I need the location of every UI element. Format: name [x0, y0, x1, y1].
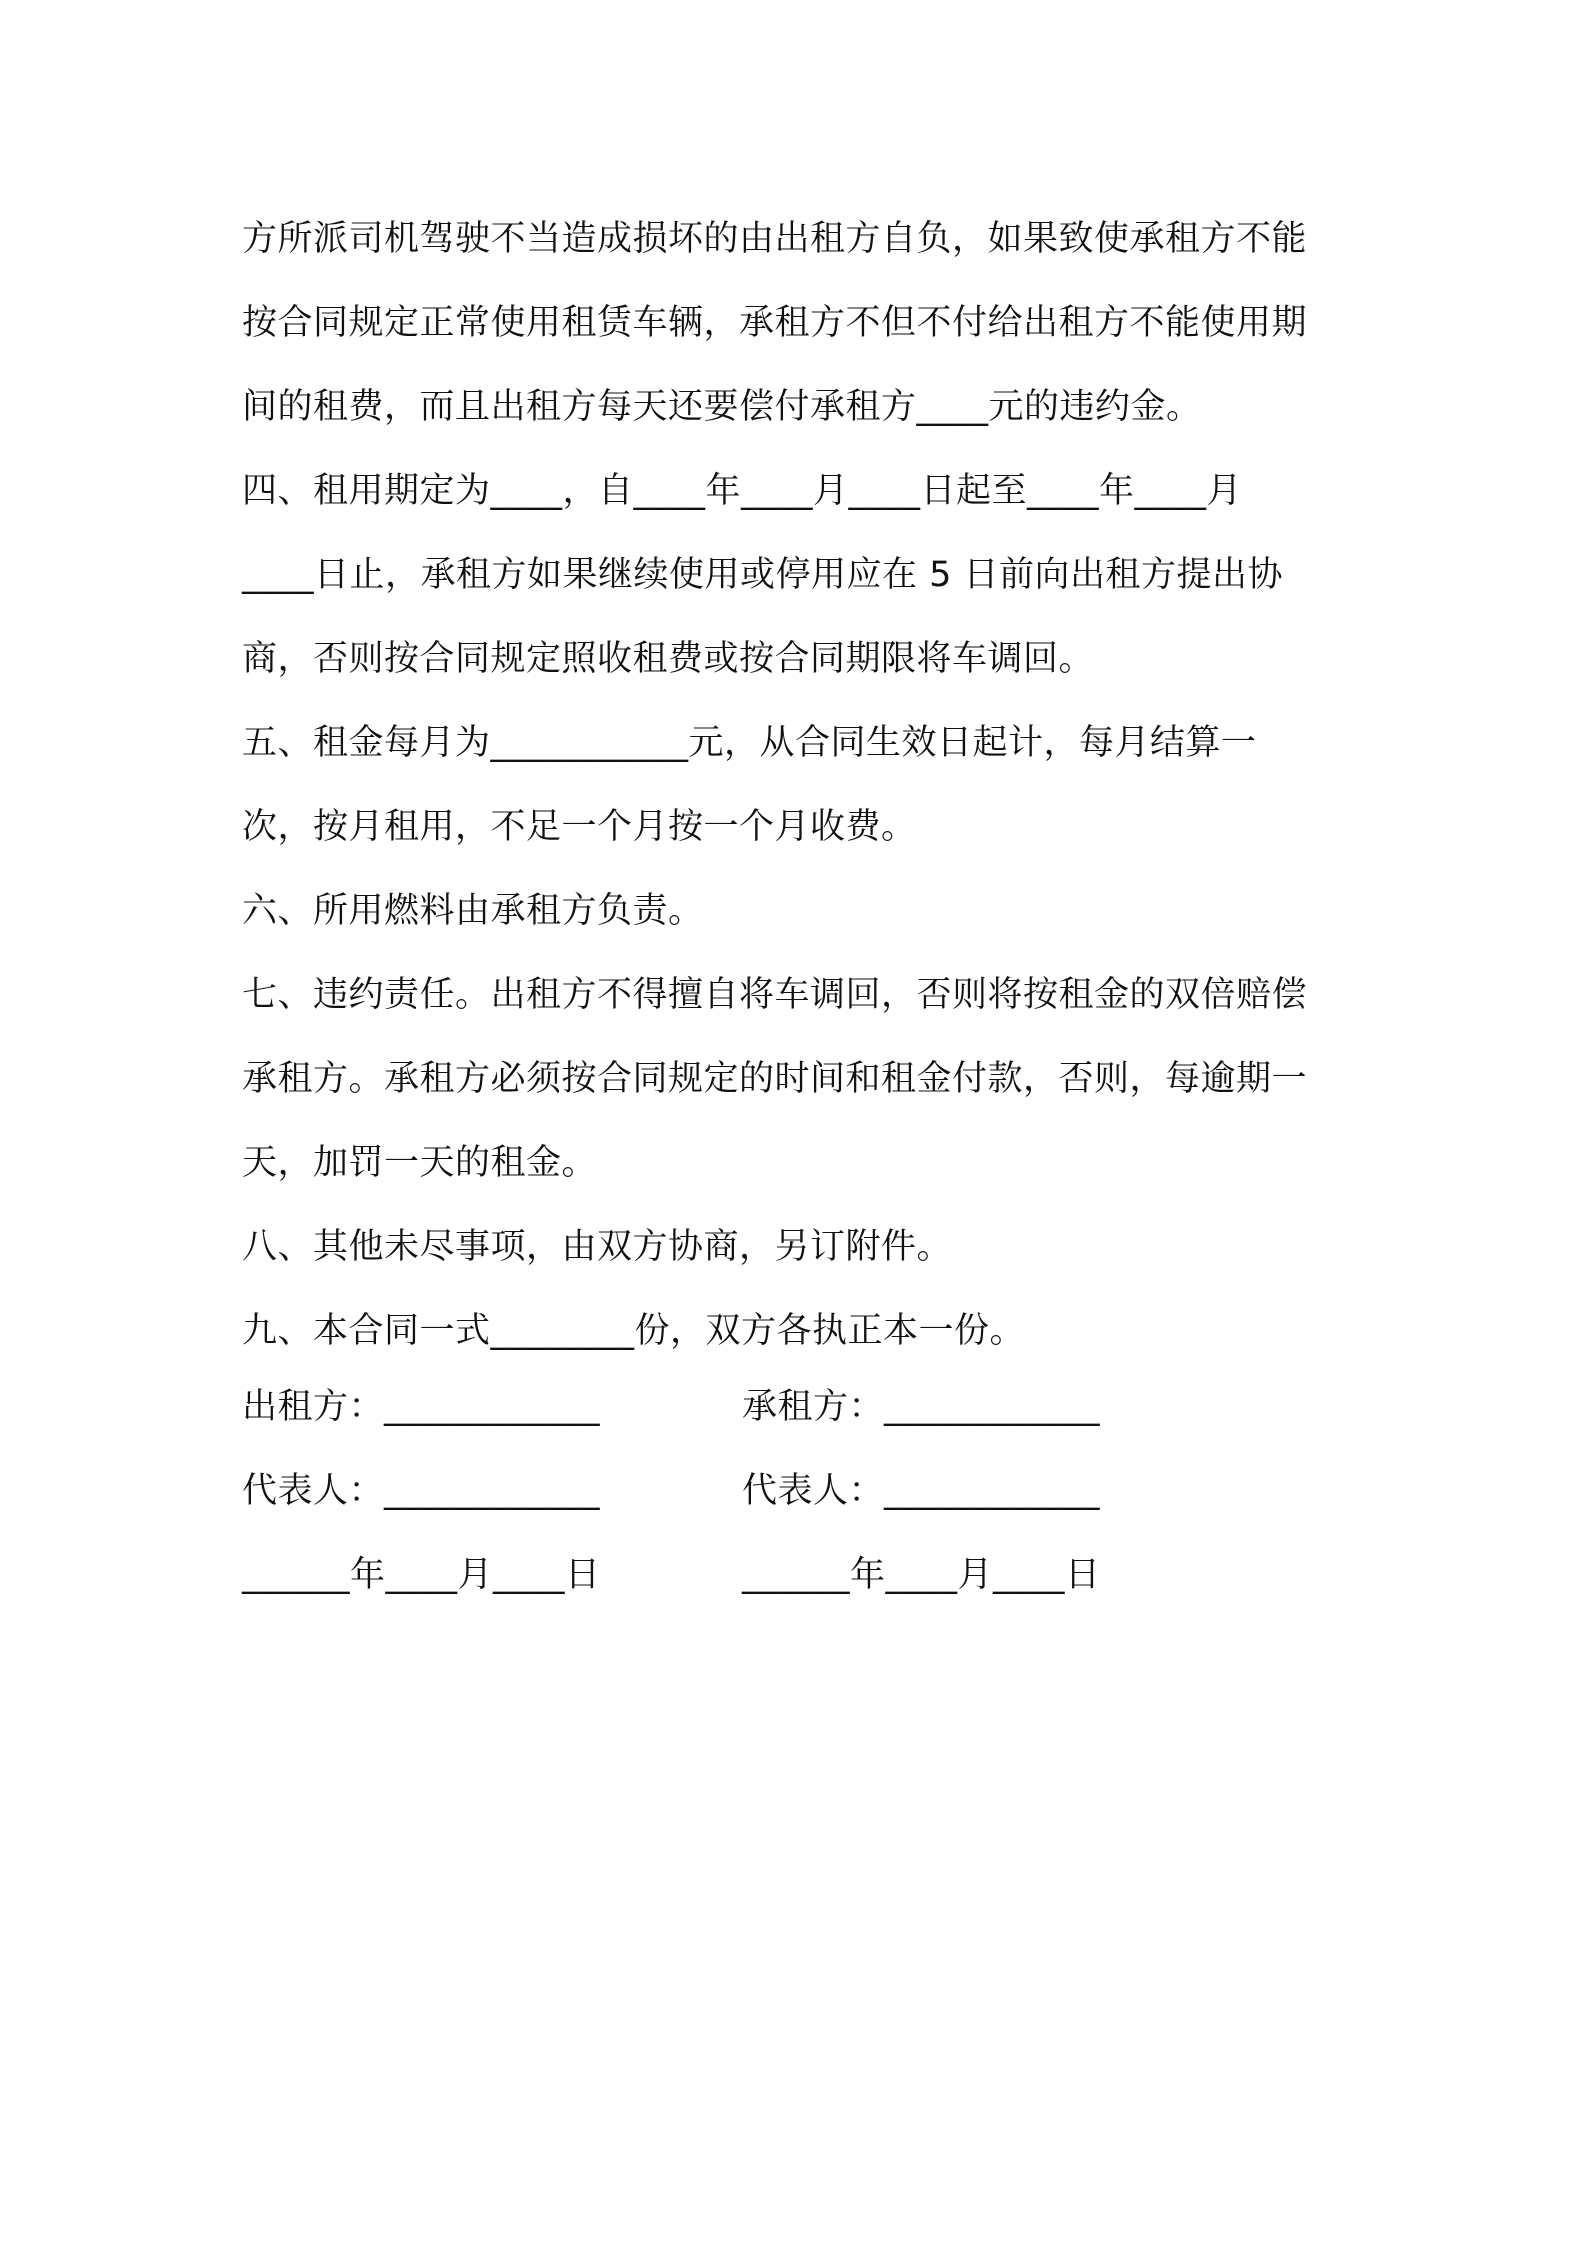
- text-line: ____日止，承租方如果继续使用或停用应在 5 日前向出租方提出协: [242, 555, 1284, 595]
- lessor-signature-field: 出租方：____________: [242, 1387, 601, 1427]
- text-line: 间的租费，而且出租方每天还要偿付承租方____元的违约金。: [242, 387, 1202, 427]
- clause-9-line: 九、本合同一式________份，双方各执正本一份。: [242, 1311, 1026, 1351]
- text-line: 承租方。承租方必须按合同规定的时间和租金付款，否则，每逾期一: [242, 1059, 1308, 1099]
- text-line: 方所派司机驾驶不当造成损坏的由出租方自负，如果致使承租方不能: [242, 219, 1308, 259]
- clause-8-line: 八、其他未尽事项，由双方协商，另订附件。: [242, 1227, 953, 1267]
- text-line: 天，加罚一天的租金。: [242, 1143, 598, 1183]
- text-line: 商，否则按合同规定照收租费或按合同期限将车调回。: [242, 639, 1095, 679]
- text-line: 次，按月租用，不足一个月按一个月收费。: [242, 807, 917, 847]
- lessor-representative-field: 代表人：____________: [242, 1471, 601, 1511]
- lessee-date-field: ______年____月____日: [742, 1555, 1101, 1595]
- lessor-date-field: ______年____月____日: [242, 1555, 601, 1595]
- clause-5-line: 五、租金每月为___________元，从合同生效日起计，每月结算一: [242, 723, 1257, 763]
- contract-body: [242, 197, 1362, 1373]
- clause-4-line: 四、租用期定为____，自____年____月____日起至____年____月: [242, 471, 1243, 511]
- lessee-representative-field: 代表人：____________: [742, 1471, 1101, 1511]
- text-line: 按合同规定正常使用租赁车辆，承租方不但不付给出租方不能使用期: [242, 303, 1308, 343]
- clause-6-line: 六、所用燃料由承租方负责。: [242, 891, 704, 931]
- lessee-signature-field: 承租方：____________: [742, 1387, 1101, 1427]
- clause-7-line: 七、违约责任。出租方不得擅自将车调回，否则将按租金的双倍赔偿: [242, 975, 1308, 1015]
